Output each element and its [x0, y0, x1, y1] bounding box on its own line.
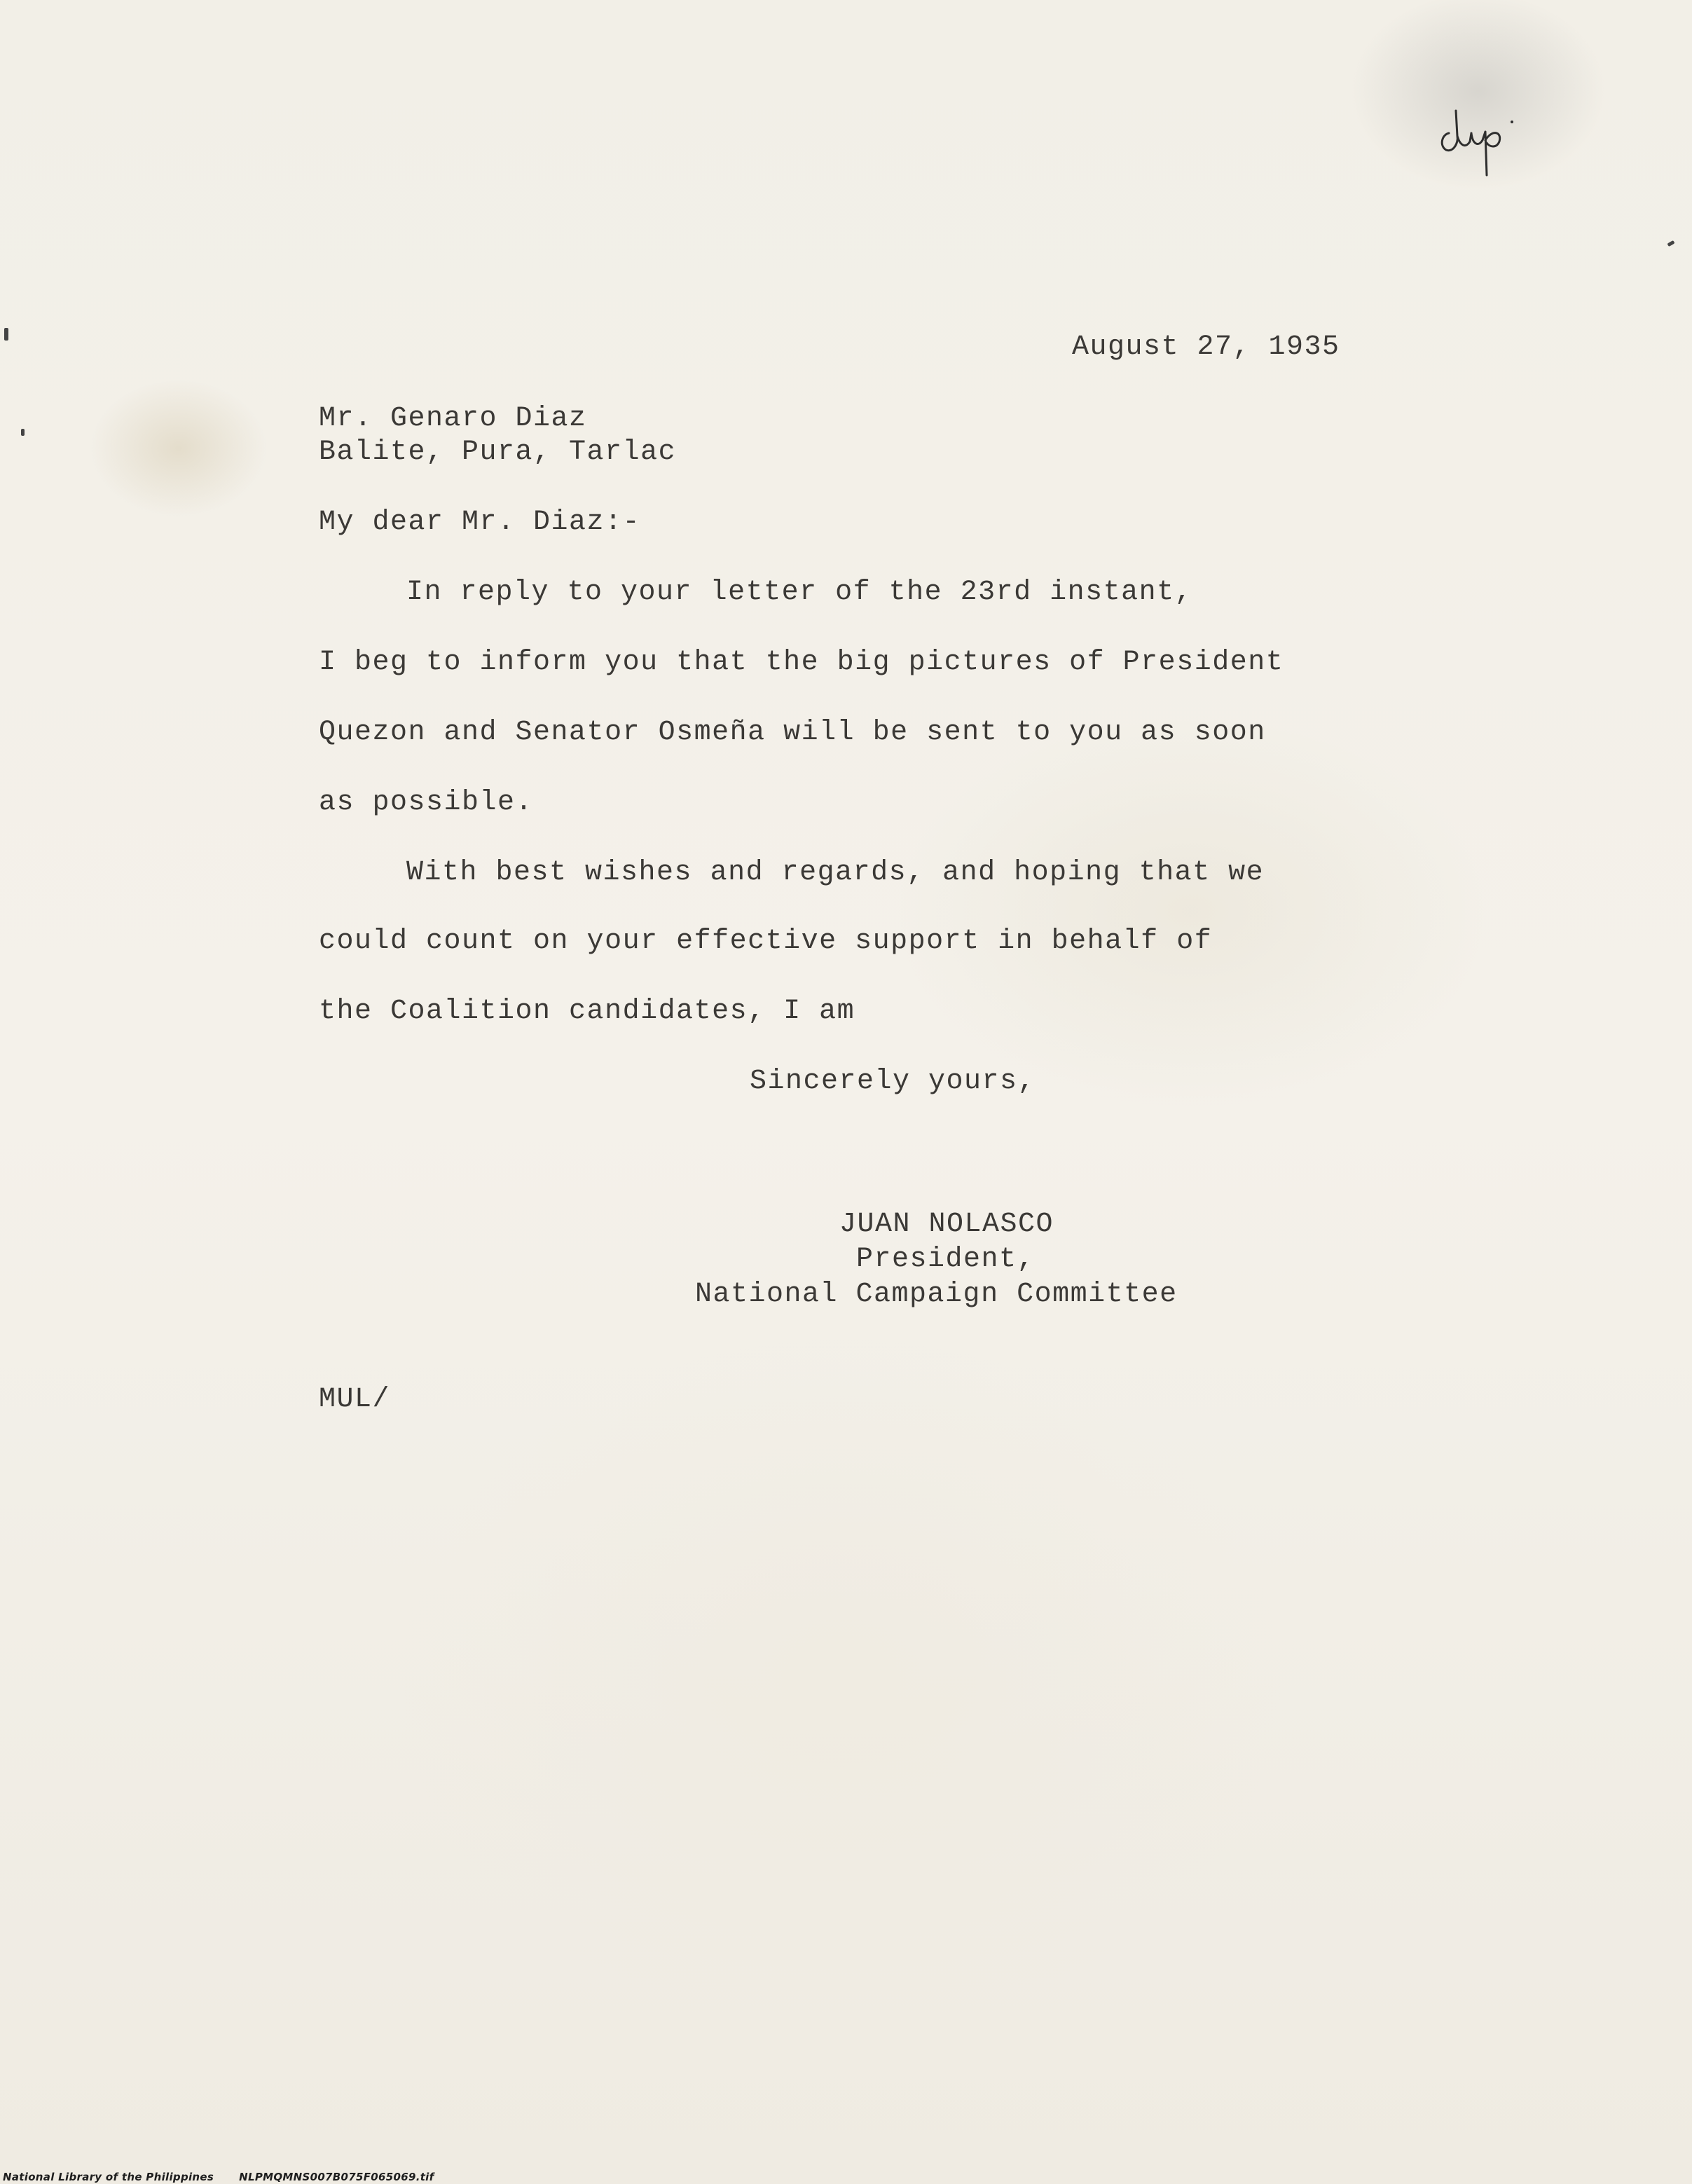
- reference-initials: MUL/: [319, 1384, 391, 1415]
- body-line: as possible.: [319, 787, 534, 818]
- edge-mark: [1667, 240, 1674, 247]
- body-line: In reply to your letter of the 23rd instant,: [406, 577, 1193, 608]
- recipient-name: Mr. Genaro Diaz: [319, 403, 587, 434]
- footer-library: National Library of the Philippines: [3, 2171, 214, 2183]
- body-line: the Coalition candidates, I am: [319, 996, 855, 1027]
- footer-file-id: NLPMQMNS007B075F065069.tif: [239, 2171, 434, 2183]
- archive-footer: [3, 2171, 459, 2183]
- body-line: With best wishes and regards, and hoping that we: [406, 857, 1265, 888]
- body-line: could count on your effective support in behalf of: [319, 926, 1213, 957]
- signatory-title: President,: [856, 1244, 1036, 1275]
- handwritten-dup-mark: [1429, 91, 1534, 189]
- closing: Sincerely yours,: [750, 1066, 1036, 1097]
- signatory-organization: National Campaign Committee: [695, 1279, 1178, 1310]
- edge-mark: [4, 328, 8, 341]
- edge-mark: [21, 429, 25, 436]
- body-line: I beg to inform you that the big pictures of President: [319, 647, 1284, 678]
- body-line: Quezon and Senator Osmeña will be sent to you as soon: [319, 717, 1266, 748]
- letter-date: August 27, 1935: [1072, 331, 1340, 363]
- recipient-address: Balite, Pura, Tarlac: [319, 437, 677, 468]
- salutation: My dear Mr. Diaz:-: [319, 507, 641, 538]
- signatory-name: JUAN NOLASCO: [839, 1209, 1054, 1240]
